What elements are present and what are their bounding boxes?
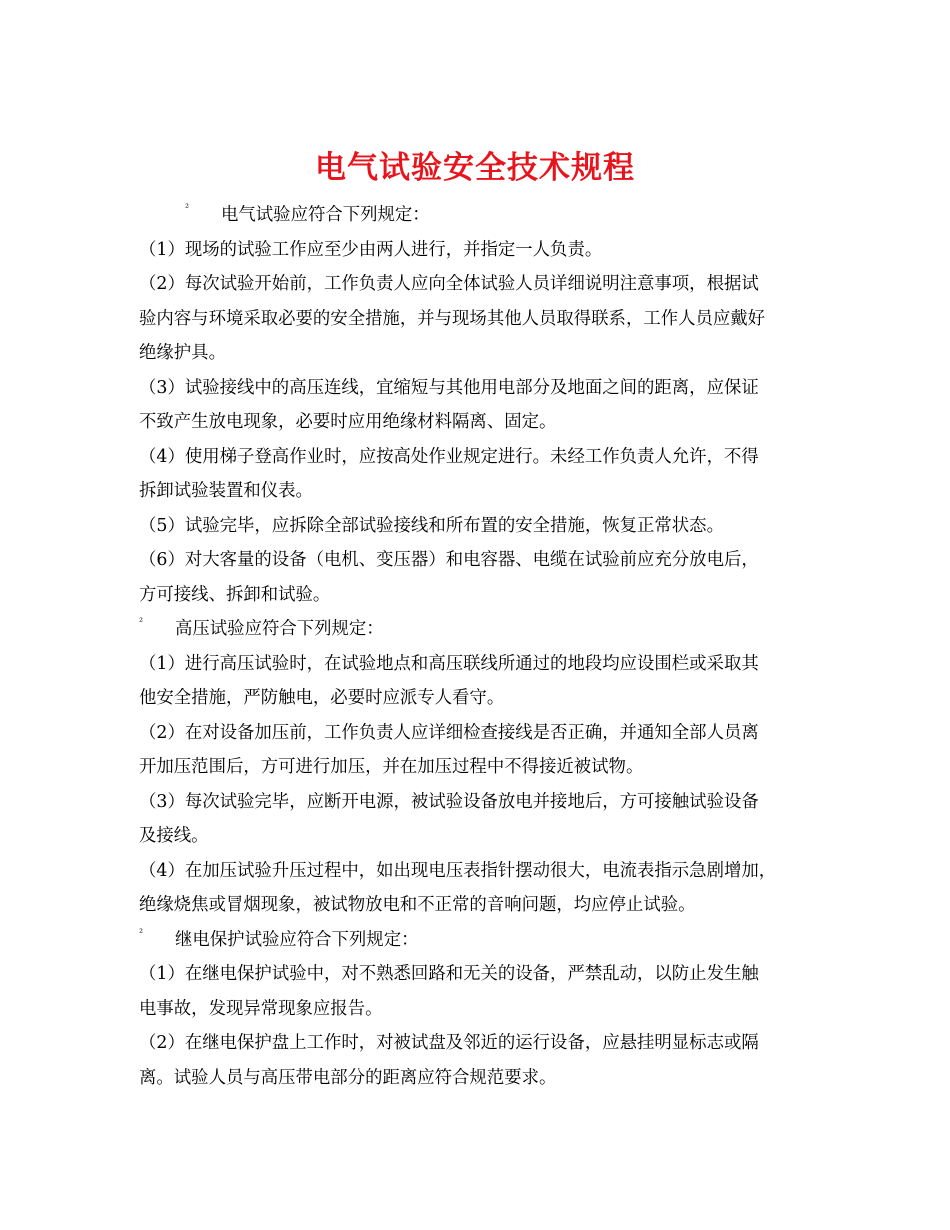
section-heading (139, 612, 815, 647)
bullet-marker: ² (139, 617, 144, 628)
paragraph-line: 绝缘烧焦或冒烟现象，被试物放电和不正常的音响问题，均应停止试验。 (139, 895, 696, 915)
paragraph-line: （2）每次试验开始前，工作负责人应向全体试验人员详细说明注意事项，根据试 (139, 274, 759, 294)
section-heading (139, 923, 815, 958)
paragraph-line: 绝缘护具。 (139, 343, 226, 363)
page-title: 电气试验安全技术规程 (315, 149, 635, 186)
paragraph-line: （2）在对设备加压前，工作负责人应详细检查接线是否正确，并通知全部人员离 (139, 722, 759, 743)
paragraph-line: 他安全措施，严防触电，必要时应派专人看守。 (139, 688, 505, 708)
paragraph-line: （1）在继电保护试验中，对不熟悉回路和无关的设备，严禁乱动，以防止发生触 (139, 964, 759, 984)
paragraph-line: （5）试验完毕，应拆除全部试验接线和所布置的安全措施，恢复正常状态。 (139, 515, 724, 536)
paragraph-line: 电事故，发现异常现象应报告。 (139, 998, 383, 1019)
bullet-marker: ² (139, 927, 144, 939)
paragraph-line: 拆卸试验装置和仪表。 (139, 481, 313, 501)
paragraph-line: （1）进行高压试验时，在试验地点和高压联线所通过的地段均应设围栏或采取其 (139, 653, 759, 674)
paragraph-line: 验内容与环境采取必要的安全措施，并与现场其他人员取得联系，工作人员应戴好 (139, 308, 766, 329)
paragraph-line: （4）在加压试验升压过程中，如出现电压表指针摆动很大，电流表指示急剧增加， (139, 860, 777, 881)
paragraph-line: 方可接线、拆卸和试验。 (139, 584, 331, 605)
document-body (139, 198, 815, 1095)
paragraph-line: （3）试验接线中的高压连线，宜缩短与其他用电部分及地面之间的距离，应保证 (139, 377, 759, 398)
paragraph-line: 离。试验人员与高压带电部分的距离应符合规范要求。 (139, 1067, 557, 1088)
paragraph-line: 不致产生放电现象，必要时应用绝缘材料隔离、固定。 (139, 412, 557, 432)
paragraph-line: （6）对大客量的设备（电机、变压器）和电容器、电缆在试验前应充分放电后， (139, 550, 759, 570)
paragraph-line: （1）现场的试验工作应至少由两人进行，并指定一人负责。 (139, 239, 603, 260)
section-heading (139, 198, 815, 233)
paragraph-line: （4）使用梯子登高作业时，应按高处作业规定进行。未经工作负责人允许，不得 (139, 446, 759, 467)
section-heading-text: 电气试验应符合下列规定： (221, 205, 430, 225)
paragraph-line: （2）在继电保护盘上工作时，对被试盘及邻近的运行设备，应悬挂明显标志或隔 (139, 1033, 759, 1053)
bullet-marker: ² (185, 203, 190, 214)
paragraph-line: 及接线。 (139, 826, 209, 846)
section-heading-text: 高压试验应符合下列规定： (175, 619, 384, 639)
paragraph-line: 开加压范围后，方可进行加压，并在加压过程中不得接近被试物。 (139, 757, 644, 777)
section-heading-text: 继电保护试验应符合下列规定： (175, 929, 419, 950)
paragraph-line: （3）每次试验完毕，应断开电源，被试验设备放电并接地后，方可接触试验设备 (139, 791, 759, 812)
